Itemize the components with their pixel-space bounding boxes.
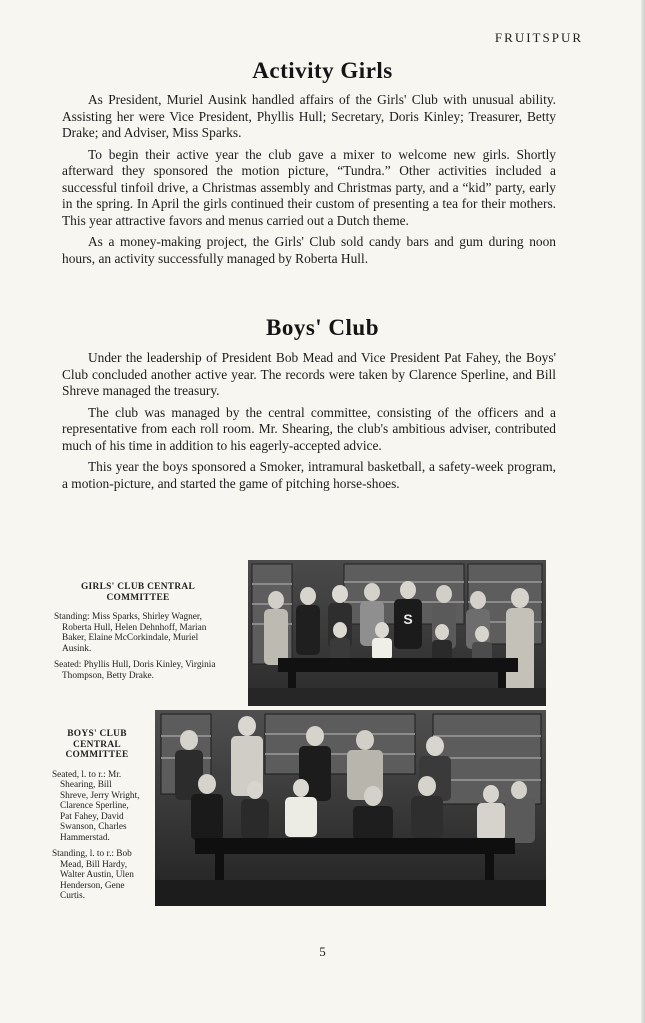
sweater-letter: S [403,611,413,627]
boys-club-title: Boys' Club [265,315,379,340]
activity-girls-title: Activity Girls [252,58,393,83]
page-edge-shadow [641,0,645,1023]
activity-girls-body [62,92,556,272]
girls-club-caption [54,582,222,687]
activity-girls-paragraph: As President, Muriel Ausink handled affairs of the Girls' Club with unusual ability. Assisting her were Vice President, Phyllis Hull; Secretary, Doris Kinley; Treasurer, Betty Drake; and Adviser, Miss Sparks. [62,92,556,140]
boys-club-paragraph: This year the boys sponsored a Smoker, intramural basketball, a safety-week program, a motion-picture, and started the game of pitching horse-shoes. [62,459,556,491]
girls-club-photo [248,560,546,706]
girls-caption-heading: GIRLS' CLUB CENTRAL COMMITTEE [80,582,196,603]
activity-girls-paragraph: As a money-making project, the Girls' Club sold candy bars and gum during noon hours, an activity successfully managed by Roberta Hull. [62,234,556,266]
page-number: 5 [319,944,326,959]
running-head: FRUITSPUR [494,30,583,45]
boys-club-caption [52,729,142,908]
boys-caption-standing: Standing, l. to r.: Bob Mead, Bill Hardy, Walter Austin, Ulen Henderson, Gene Curtis. [52,849,134,901]
boys-club-paragraph: The club was managed by the central committee, consisting of the officers and a representative from each roll room. Mr. Shearing, the club's ambitious adviser, contributed much of his time in addition to his eagerly-accepted advice. [62,404,556,453]
boys-club-photo [155,710,546,906]
boys-club-body [62,350,556,497]
boys-caption-heading: BOYS' CLUB CENTRAL COMMITTEE [65,729,129,760]
activity-girls-paragraph: To begin their active year the club gave a mixer to welcome new girls. Shortly afterward they sponsored the motion picture, “Tundra.” Other activities included a successful tinfoil drive, a Christmas assembly and Christmas party, and a “kid” party, early in the spring. In April the girls continued their custom of presenting a tea for their mothers. This year attractive favors and menus carried out a Dutch theme. [62,146,556,228]
boys-club-paragraph: Under the leadership of President Bob Mead and Vice President Pat Fahey, the Boys' Club concluded another active year. The records were taken by Clarence Sperline, and Bill Shreve managed the treasury. [62,350,556,398]
girls-caption-standing: Standing: Miss Sparks, Shirley Wagner, Roberta Hull, Helen Dehnhoff, Marian Baker, Elaine McCorkindale, Muriel Ausink. [54,612,207,654]
girls-caption-seated: Seated: Phyllis Hull, Doris Kinley, Virginia Thompson, Betty Drake. [54,660,216,681]
boys-caption-seated: Seated, l. to r.: Mr. Shearing, Bill Shreve, Jerry Wright, Clarence Sperline, Pat Fahey, David Swanson, Charles Hammerstad. [52,769,140,843]
